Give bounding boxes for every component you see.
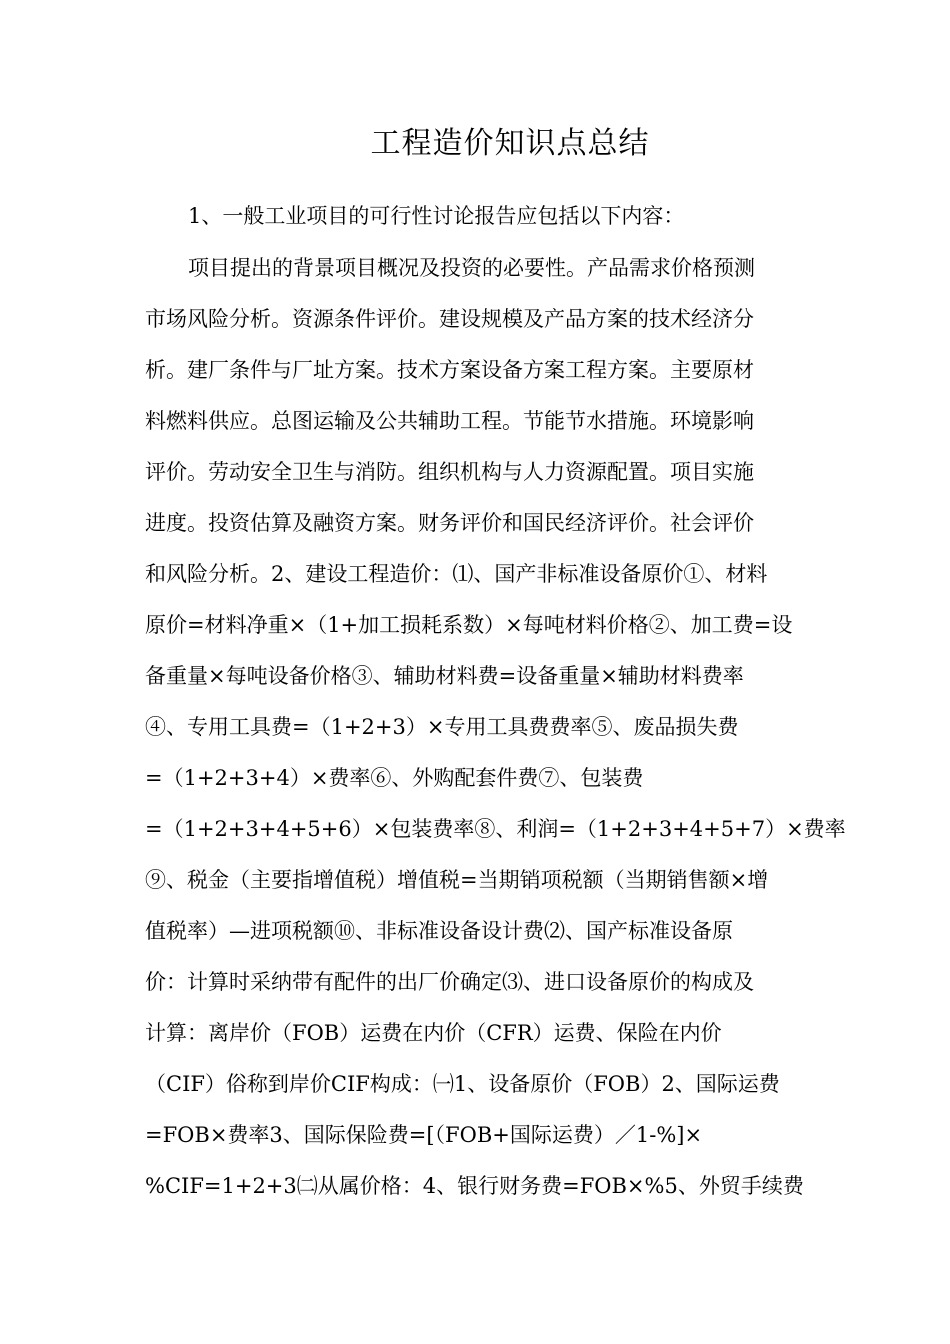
paragraph-line: 项目提出的背景项目概况及投资的必要性。产品需求价格预测 <box>188 256 755 280</box>
paragraph-line: 析。建厂条件与厂址方案。技术方案设备方案工程方案。主要原材 <box>145 358 754 382</box>
paragraph-line: 进度。投资估算及融资方案。财务评价和国民经济评价。社会评价 <box>145 511 754 535</box>
paragraph-line: =FOB×费率3、国际保险费=[（FOB+国际运费）／1-%]× <box>145 1123 703 1147</box>
paragraph-line: ④、专用工具费=（1+2+3）×专用工具费费率⑤、废品损失费 <box>145 715 739 739</box>
paragraph-line: 原价=材料净重×（1+加工损耗系数）×每吨材料价格②、加工费=设 <box>145 613 793 637</box>
paragraph-line: %CIF=1+2+3㈡从属价格：4、银行财务费=FOB×%5、外贸手续费 <box>145 1174 804 1198</box>
paragraph-line: 1、一般工业项目的可行性讨论报告应包括以下内容： <box>188 204 685 228</box>
document-title: 工程造价知识点总结 <box>370 126 650 161</box>
paragraph-line: 价：计算时采纳带有配件的出厂价确定⑶、进口设备原价的构成及 <box>145 970 754 994</box>
paragraph-line: （CIF）俗称到岸价CIF构成：㈠1、设备原价（FOB）2、国际运费 <box>145 1072 780 1096</box>
paragraph-line: 市场风险分析。资源条件评价。建设规模及产品方案的技术经济分 <box>145 307 754 331</box>
paragraph-line: 评价。劳动安全卫生与消防。组织机构与人力资源配置。项目实施 <box>145 460 754 484</box>
paragraph-line: =（1+2+3+4+5+6）×包装费率⑧、利润=（1+2+3+4+5+7）×费率 <box>145 817 846 841</box>
paragraph-line: 值税率）—进项税额⑩、非标准设备设计费⑵、国产标准设备原 <box>145 919 733 943</box>
paragraph-line: 备重量×每吨设备价格③、辅助材料费=设备重量×辅助材料费率 <box>145 664 744 688</box>
paragraph-line: ⑨、税金（主要指增值税）增值税=当期销项税额（当期销售额×增 <box>145 868 769 892</box>
paragraph-line: =（1+2+3+4）×费率⑥、外购配套件费⑦、包装费 <box>145 766 644 790</box>
paragraph-line: 计算：离岸价（FOB）运费在内价（CFR）运费、保险在内价 <box>145 1021 722 1045</box>
paragraph-line: 和风险分析。2、建设工程造价：⑴、国产非标准设备原价①、材料 <box>145 562 768 586</box>
paragraph-line: 料燃料供应。总图运输及公共辅助工程。节能节水措施。环境影响 <box>145 409 754 433</box>
